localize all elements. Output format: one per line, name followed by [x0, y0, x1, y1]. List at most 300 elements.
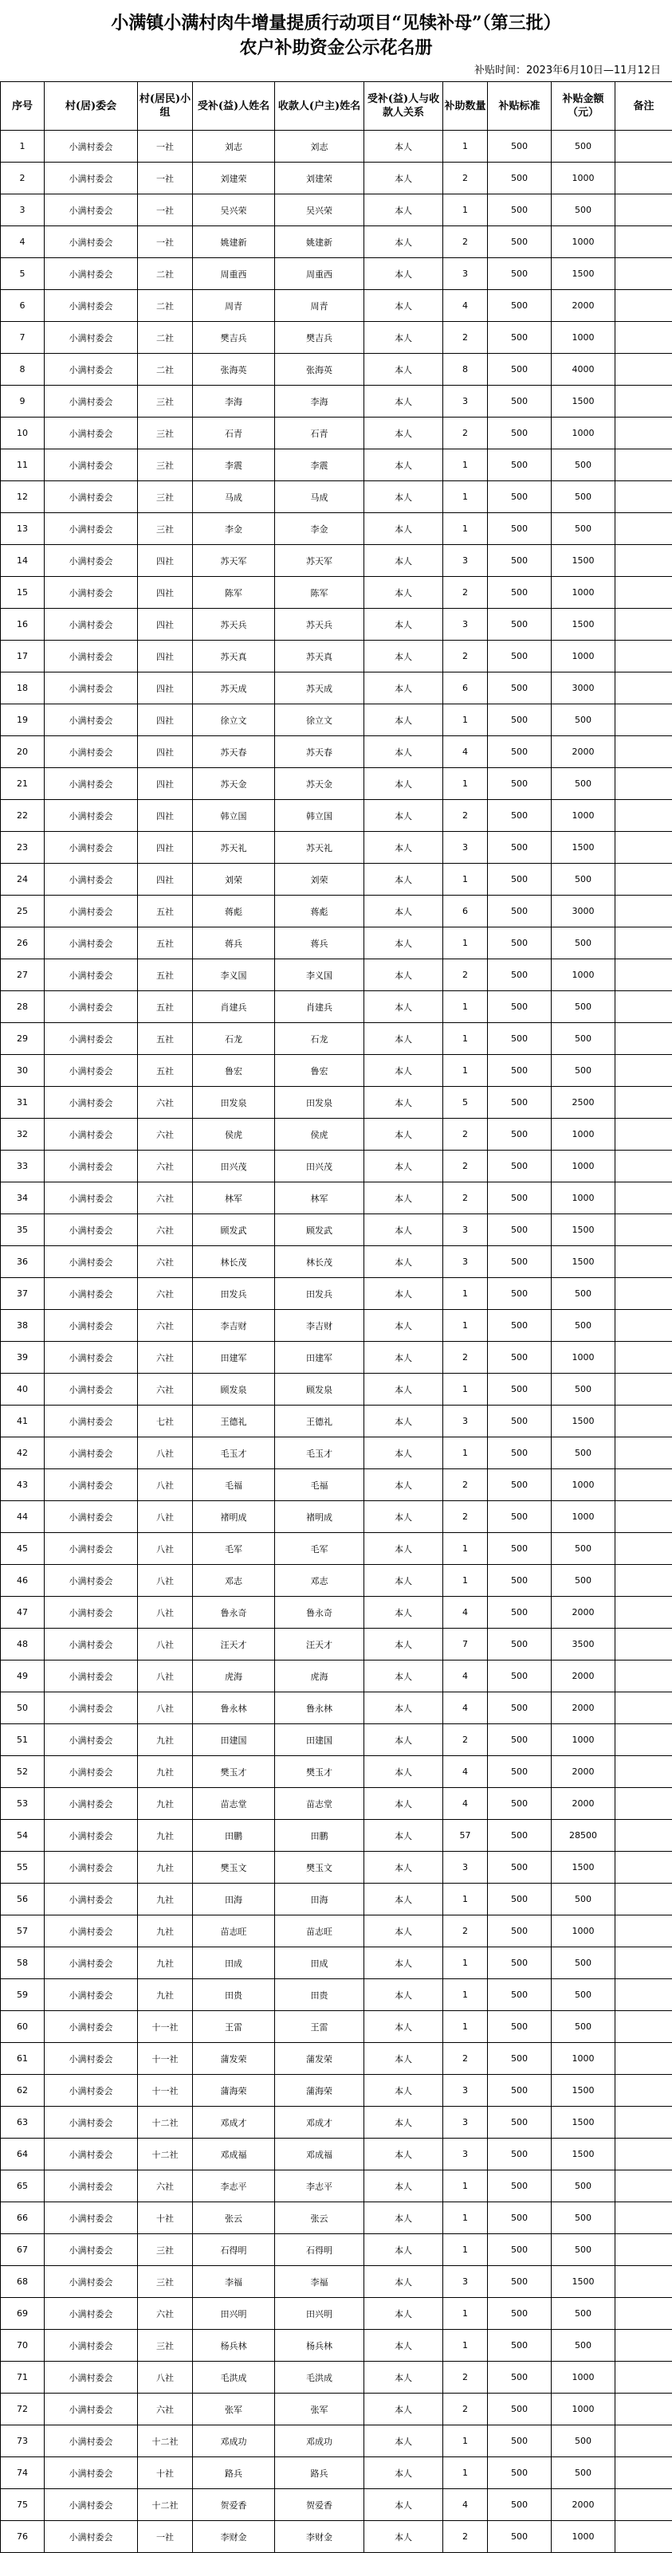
- cell-group: 九社: [138, 1979, 193, 2011]
- cell-quantity: 1: [443, 1374, 488, 1406]
- cell-payee-name: 肖建兵: [275, 991, 364, 1023]
- cell-standard: 500: [488, 2298, 552, 2330]
- cell-village-committee: 小满村委会: [45, 2266, 138, 2298]
- cell-village-committee: 小满村委会: [45, 481, 138, 513]
- cell-amount: 1500: [552, 2075, 615, 2107]
- table-row: [1, 1915, 672, 1947]
- cell-remarks: [615, 2266, 672, 2298]
- table-row: [1, 1852, 672, 1884]
- cell-payee-name: 王德礼: [275, 1406, 364, 1437]
- cell-amount: 1000: [552, 1501, 615, 1533]
- cell-beneficiary-name: 肖建兵: [193, 991, 275, 1023]
- cell-group: 六社: [138, 1119, 193, 1151]
- cell-index: 16: [1, 609, 45, 641]
- table-row: [1, 672, 672, 704]
- cell-quantity: 1: [443, 131, 488, 163]
- cell-beneficiary-name: 苏天金: [193, 768, 275, 800]
- cell-beneficiary-name: 苏天兵: [193, 609, 275, 641]
- cell-payee-name: 路兵: [275, 2457, 364, 2489]
- cell-relationship: 本人: [364, 258, 443, 290]
- cell-remarks: [615, 354, 672, 386]
- cell-standard: 500: [488, 1310, 552, 1342]
- cell-amount: 2000: [552, 2489, 615, 2521]
- cell-payee-name: 杨兵林: [275, 2330, 364, 2362]
- cell-quantity: 1: [443, 194, 488, 226]
- cell-payee-name: 田建军: [275, 1342, 364, 1374]
- cell-standard: 500: [488, 736, 552, 768]
- cell-quantity: 3: [443, 545, 488, 577]
- cell-standard: 500: [488, 2362, 552, 2394]
- table-row: [1, 1469, 672, 1501]
- header-amount: 补贴金额（元）: [552, 82, 615, 131]
- cell-group: 九社: [138, 1852, 193, 1884]
- cell-group: 三社: [138, 2234, 193, 2266]
- cell-group: 八社: [138, 1501, 193, 1533]
- cell-remarks: [615, 449, 672, 481]
- cell-quantity: 2: [443, 163, 488, 194]
- document-title-line1: 小满镇小满村肉牛增量提质行动项目“见犊补母”（第三批）: [111, 13, 561, 33]
- cell-relationship: 本人: [364, 1342, 443, 1374]
- cell-standard: 500: [488, 386, 552, 418]
- cell-standard: 500: [488, 1565, 552, 1597]
- cell-relationship: 本人: [364, 2075, 443, 2107]
- cell-beneficiary-name: 邓志: [193, 1565, 275, 1597]
- cell-amount: 1500: [552, 1214, 615, 1246]
- cell-group: 三社: [138, 481, 193, 513]
- cell-amount: 1000: [552, 1915, 615, 1947]
- cell-index: 39: [1, 1342, 45, 1374]
- table-row: [1, 1437, 672, 1469]
- cell-payee-name: 石得明: [275, 2234, 364, 2266]
- cell-village-committee: 小满村委会: [45, 577, 138, 609]
- header-village-committee: 村(居)委会: [45, 82, 138, 131]
- cell-standard: 500: [488, 2489, 552, 2521]
- cell-beneficiary-name: 田海: [193, 1884, 275, 1915]
- cell-index: 54: [1, 1820, 45, 1852]
- cell-remarks: [615, 704, 672, 736]
- cell-amount: 1000: [552, 2362, 615, 2394]
- cell-relationship: 本人: [364, 2394, 443, 2425]
- cell-group: 一社: [138, 131, 193, 163]
- cell-beneficiary-name: 杨兵林: [193, 2330, 275, 2362]
- cell-beneficiary-name: 周青: [193, 290, 275, 322]
- cell-quantity: 1: [443, 864, 488, 896]
- cell-index: 73: [1, 2425, 45, 2457]
- cell-beneficiary-name: 石青: [193, 418, 275, 449]
- cell-relationship: 本人: [364, 2266, 443, 2298]
- cell-standard: 500: [488, 1214, 552, 1246]
- cell-relationship: 本人: [364, 577, 443, 609]
- cell-amount: 1000: [552, 959, 615, 991]
- header-remarks: 备注: [615, 82, 672, 131]
- cell-remarks: [615, 1756, 672, 1788]
- cell-remarks: [615, 864, 672, 896]
- cell-group: 四社: [138, 704, 193, 736]
- table-row: [1, 2521, 672, 2553]
- cell-relationship: 本人: [364, 322, 443, 354]
- cell-index: 65: [1, 2170, 45, 2202]
- cell-group: 六社: [138, 1182, 193, 1214]
- cell-relationship: 本人: [364, 131, 443, 163]
- cell-amount: 1500: [552, 1852, 615, 1884]
- cell-beneficiary-name: 李志平: [193, 2170, 275, 2202]
- cell-index: 32: [1, 1119, 45, 1151]
- cell-village-committee: 小满村委会: [45, 1915, 138, 1947]
- cell-payee-name: 苏天礼: [275, 832, 364, 864]
- table-row: [1, 545, 672, 577]
- cell-relationship: 本人: [364, 1214, 443, 1246]
- table-row: [1, 1788, 672, 1820]
- header-quantity: 补助数量: [443, 82, 488, 131]
- cell-amount: 1500: [552, 609, 615, 641]
- cell-quantity: 57: [443, 1820, 488, 1852]
- cell-index: 33: [1, 1151, 45, 1182]
- table-row: [1, 481, 672, 513]
- cell-payee-name: 李财金: [275, 2521, 364, 2553]
- table-row: [1, 1979, 672, 2011]
- cell-remarks: [615, 1055, 672, 1087]
- cell-group: 六社: [138, 2394, 193, 2425]
- cell-payee-name: 马成: [275, 481, 364, 513]
- cell-quantity: 3: [443, 1246, 488, 1278]
- cell-remarks: [615, 1820, 672, 1852]
- cell-standard: 500: [488, 2266, 552, 2298]
- table-row: [1, 1246, 672, 1278]
- cell-standard: 500: [488, 2234, 552, 2266]
- cell-index: 47: [1, 1597, 45, 1629]
- cell-relationship: 本人: [364, 418, 443, 449]
- cell-standard: 500: [488, 545, 552, 577]
- cell-amount: 500: [552, 481, 615, 513]
- cell-standard: 500: [488, 131, 552, 163]
- cell-index: 7: [1, 322, 45, 354]
- cell-remarks: [615, 1979, 672, 2011]
- cell-village-committee: 小满村委会: [45, 1087, 138, 1119]
- cell-village-committee: 小满村委会: [45, 418, 138, 449]
- cell-relationship: 本人: [364, 1915, 443, 1947]
- cell-index: 43: [1, 1469, 45, 1501]
- cell-group: 六社: [138, 1342, 193, 1374]
- cell-payee-name: 苗志堂: [275, 1788, 364, 1820]
- cell-relationship: 本人: [364, 2170, 443, 2202]
- cell-index: 44: [1, 1501, 45, 1533]
- cell-payee-name: 鲁永林: [275, 1692, 364, 1724]
- cell-index: 58: [1, 1947, 45, 1979]
- cell-relationship: 本人: [364, 2330, 443, 2362]
- cell-relationship: 本人: [364, 545, 443, 577]
- cell-village-committee: 小满村委会: [45, 1374, 138, 1406]
- cell-payee-name: 王雷: [275, 2011, 364, 2043]
- header-relationship: 受补(益)人与收款人关系: [364, 82, 443, 131]
- cell-index: 14: [1, 545, 45, 577]
- cell-relationship: 本人: [364, 2298, 443, 2330]
- cell-quantity: 4: [443, 290, 488, 322]
- cell-amount: 1000: [552, 2394, 615, 2425]
- table-row: [1, 1278, 672, 1310]
- cell-quantity: 1: [443, 2330, 488, 2362]
- cell-group: 十二社: [138, 2489, 193, 2521]
- table-row: [1, 577, 672, 609]
- cell-payee-name: 张云: [275, 2202, 364, 2234]
- cell-payee-name: 周青: [275, 290, 364, 322]
- cell-amount: 500: [552, 1278, 615, 1310]
- table-row: [1, 800, 672, 832]
- cell-standard: 500: [488, 1947, 552, 1979]
- cell-group: 三社: [138, 449, 193, 481]
- cell-remarks: [615, 1406, 672, 1437]
- cell-relationship: 本人: [364, 1469, 443, 1501]
- cell-index: 52: [1, 1756, 45, 1788]
- cell-quantity: 1: [443, 1310, 488, 1342]
- cell-payee-name: 毛洪成: [275, 2362, 364, 2394]
- cell-village-committee: 小满村委会: [45, 1182, 138, 1214]
- table-header-row: [1, 82, 672, 131]
- cell-quantity: 1: [443, 1947, 488, 1979]
- cell-relationship: 本人: [364, 1055, 443, 1087]
- cell-standard: 500: [488, 832, 552, 864]
- cell-remarks: [615, 2425, 672, 2457]
- cell-remarks: [615, 1533, 672, 1565]
- cell-remarks: [615, 609, 672, 641]
- cell-relationship: 本人: [364, 2521, 443, 2553]
- cell-index: 41: [1, 1406, 45, 1437]
- cell-index: 5: [1, 258, 45, 290]
- cell-amount: 500: [552, 449, 615, 481]
- cell-quantity: 6: [443, 672, 488, 704]
- cell-standard: 500: [488, 927, 552, 959]
- cell-village-committee: 小满村委会: [45, 2202, 138, 2234]
- cell-index: 38: [1, 1310, 45, 1342]
- cell-quantity: 4: [443, 2489, 488, 2521]
- cell-index: 56: [1, 1884, 45, 1915]
- cell-amount: 1000: [552, 2043, 615, 2075]
- cell-relationship: 本人: [364, 1979, 443, 2011]
- cell-quantity: 1: [443, 2170, 488, 2202]
- cell-beneficiary-name: 石得明: [193, 2234, 275, 2266]
- cell-index: 45: [1, 1533, 45, 1565]
- cell-village-committee: 小满村委会: [45, 449, 138, 481]
- table-row: [1, 1820, 672, 1852]
- cell-beneficiary-name: 苏天真: [193, 641, 275, 672]
- cell-beneficiary-name: 吴兴荣: [193, 194, 275, 226]
- table-row: [1, 322, 672, 354]
- cell-standard: 500: [488, 1820, 552, 1852]
- cell-quantity: 3: [443, 1406, 488, 1437]
- cell-amount: 2000: [552, 290, 615, 322]
- cell-beneficiary-name: 田建国: [193, 1724, 275, 1756]
- cell-relationship: 本人: [364, 2362, 443, 2394]
- cell-village-committee: 小满村委会: [45, 672, 138, 704]
- cell-remarks: [615, 1501, 672, 1533]
- cell-amount: 500: [552, 1533, 615, 1565]
- cell-quantity: 2: [443, 2043, 488, 2075]
- subsidy-period: 补贴时间：2023年6月10日—11月12日: [474, 65, 661, 76]
- cell-group: 八社: [138, 1533, 193, 1565]
- cell-amount: 3000: [552, 672, 615, 704]
- cell-amount: 4000: [552, 354, 615, 386]
- cell-remarks: [615, 2107, 672, 2139]
- cell-index: 37: [1, 1278, 45, 1310]
- cell-index: 68: [1, 2266, 45, 2298]
- cell-quantity: 1: [443, 1055, 488, 1087]
- cell-payee-name: 周重西: [275, 258, 364, 290]
- cell-quantity: 3: [443, 2266, 488, 2298]
- cell-beneficiary-name: 侯虎: [193, 1119, 275, 1151]
- cell-beneficiary-name: 鲁宏: [193, 1055, 275, 1087]
- cell-remarks: [615, 2202, 672, 2234]
- cell-remarks: [615, 2234, 672, 2266]
- cell-beneficiary-name: 毛玉才: [193, 1437, 275, 1469]
- cell-group: 八社: [138, 1565, 193, 1597]
- cell-amount: 1500: [552, 2139, 615, 2170]
- cell-payee-name: 李义国: [275, 959, 364, 991]
- cell-remarks: [615, 672, 672, 704]
- cell-standard: 500: [488, 2457, 552, 2489]
- cell-remarks: [615, 418, 672, 449]
- cell-group: 九社: [138, 1756, 193, 1788]
- cell-index: 15: [1, 577, 45, 609]
- cell-standard: 500: [488, 1182, 552, 1214]
- cell-amount: 500: [552, 864, 615, 896]
- cell-village-committee: 小满村委会: [45, 1469, 138, 1501]
- cell-relationship: 本人: [364, 1023, 443, 1055]
- cell-index: 12: [1, 481, 45, 513]
- cell-relationship: 本人: [364, 672, 443, 704]
- cell-village-committee: 小满村委会: [45, 1151, 138, 1182]
- cell-relationship: 本人: [364, 1119, 443, 1151]
- cell-index: 74: [1, 2457, 45, 2489]
- cell-beneficiary-name: 蒋彪: [193, 896, 275, 927]
- cell-remarks: [615, 1182, 672, 1214]
- cell-payee-name: 韩立国: [275, 800, 364, 832]
- cell-quantity: 1: [443, 704, 488, 736]
- cell-beneficiary-name: 刘志: [193, 131, 275, 163]
- cell-standard: 500: [488, 1023, 552, 1055]
- cell-quantity: 2: [443, 1151, 488, 1182]
- table-row: [1, 131, 672, 163]
- table-row: [1, 1310, 672, 1342]
- cell-amount: 500: [552, 2457, 615, 2489]
- cell-relationship: 本人: [364, 226, 443, 258]
- cell-village-committee: 小满村委会: [45, 927, 138, 959]
- cell-group: 七社: [138, 1406, 193, 1437]
- cell-quantity: 1: [443, 449, 488, 481]
- cell-quantity: 1: [443, 2425, 488, 2457]
- cell-beneficiary-name: 马成: [193, 481, 275, 513]
- cell-payee-name: 田成: [275, 1947, 364, 1979]
- cell-group: 四社: [138, 864, 193, 896]
- cell-group: 八社: [138, 1692, 193, 1724]
- table-row: [1, 641, 672, 672]
- table-row: [1, 832, 672, 864]
- cell-amount: 500: [552, 768, 615, 800]
- cell-relationship: 本人: [364, 991, 443, 1023]
- table-row: [1, 1119, 672, 1151]
- cell-group: 十二社: [138, 2139, 193, 2170]
- table-row: [1, 2234, 672, 2266]
- cell-village-committee: 小满村委会: [45, 386, 138, 418]
- cell-group: 一社: [138, 2521, 193, 2553]
- cell-beneficiary-name: 毛福: [193, 1469, 275, 1501]
- cell-amount: 500: [552, 2011, 615, 2043]
- cell-payee-name: 樊玉文: [275, 1852, 364, 1884]
- cell-remarks: [615, 1214, 672, 1246]
- cell-payee-name: 贺爱香: [275, 2489, 364, 2521]
- cell-relationship: 本人: [364, 1692, 443, 1724]
- table-row: [1, 2202, 672, 2234]
- cell-quantity: 3: [443, 258, 488, 290]
- cell-group: 四社: [138, 545, 193, 577]
- cell-village-committee: 小满村委会: [45, 1437, 138, 1469]
- cell-payee-name: 田建国: [275, 1724, 364, 1756]
- cell-payee-name: 刘志: [275, 131, 364, 163]
- cell-standard: 500: [488, 1915, 552, 1947]
- cell-index: 18: [1, 672, 45, 704]
- table-row: [1, 290, 672, 322]
- cell-beneficiary-name: 鲁永林: [193, 1692, 275, 1724]
- cell-beneficiary-name: 苏天成: [193, 672, 275, 704]
- cell-group: 一社: [138, 194, 193, 226]
- cell-group: 六社: [138, 2298, 193, 2330]
- table-row: [1, 513, 672, 545]
- cell-quantity: 3: [443, 2075, 488, 2107]
- cell-standard: 500: [488, 1437, 552, 1469]
- cell-relationship: 本人: [364, 609, 443, 641]
- cell-payee-name: 李吉财: [275, 1310, 364, 1342]
- cell-village-committee: 小满村委会: [45, 2330, 138, 2362]
- cell-remarks: [615, 2362, 672, 2394]
- cell-quantity: 7: [443, 1629, 488, 1660]
- cell-payee-name: 张海英: [275, 354, 364, 386]
- cell-index: 30: [1, 1055, 45, 1087]
- cell-village-committee: 小满村委会: [45, 1055, 138, 1087]
- cell-amount: 1000: [552, 1119, 615, 1151]
- cell-standard: 500: [488, 959, 552, 991]
- cell-relationship: 本人: [364, 832, 443, 864]
- cell-beneficiary-name: 李海: [193, 386, 275, 418]
- cell-village-committee: 小满村委会: [45, 1023, 138, 1055]
- cell-standard: 500: [488, 1979, 552, 2011]
- cell-quantity: 5: [443, 1087, 488, 1119]
- table-row: [1, 1406, 672, 1437]
- cell-group: 六社: [138, 1214, 193, 1246]
- cell-payee-name: 苏天金: [275, 768, 364, 800]
- cell-relationship: 本人: [364, 2011, 443, 2043]
- cell-payee-name: 鲁永奇: [275, 1597, 364, 1629]
- cell-payee-name: 田鹏: [275, 1820, 364, 1852]
- cell-relationship: 本人: [364, 736, 443, 768]
- cell-standard: 500: [488, 672, 552, 704]
- cell-village-committee: 小满村委会: [45, 1979, 138, 2011]
- cell-village-committee: 小满村委会: [45, 1597, 138, 1629]
- cell-remarks: [615, 1565, 672, 1597]
- cell-index: 76: [1, 2521, 45, 2553]
- cell-amount: 1500: [552, 2266, 615, 2298]
- cell-standard: 500: [488, 2011, 552, 2043]
- cell-group: 十一社: [138, 2011, 193, 2043]
- cell-village-committee: 小满村委会: [45, 1310, 138, 1342]
- cell-quantity: 2: [443, 641, 488, 672]
- cell-relationship: 本人: [364, 513, 443, 545]
- cell-standard: 500: [488, 354, 552, 386]
- cell-quantity: 1: [443, 2011, 488, 2043]
- cell-index: 57: [1, 1915, 45, 1947]
- cell-remarks: [615, 513, 672, 545]
- cell-standard: 500: [488, 1406, 552, 1437]
- cell-relationship: 本人: [364, 2489, 443, 2521]
- cell-index: 11: [1, 449, 45, 481]
- cell-remarks: [615, 545, 672, 577]
